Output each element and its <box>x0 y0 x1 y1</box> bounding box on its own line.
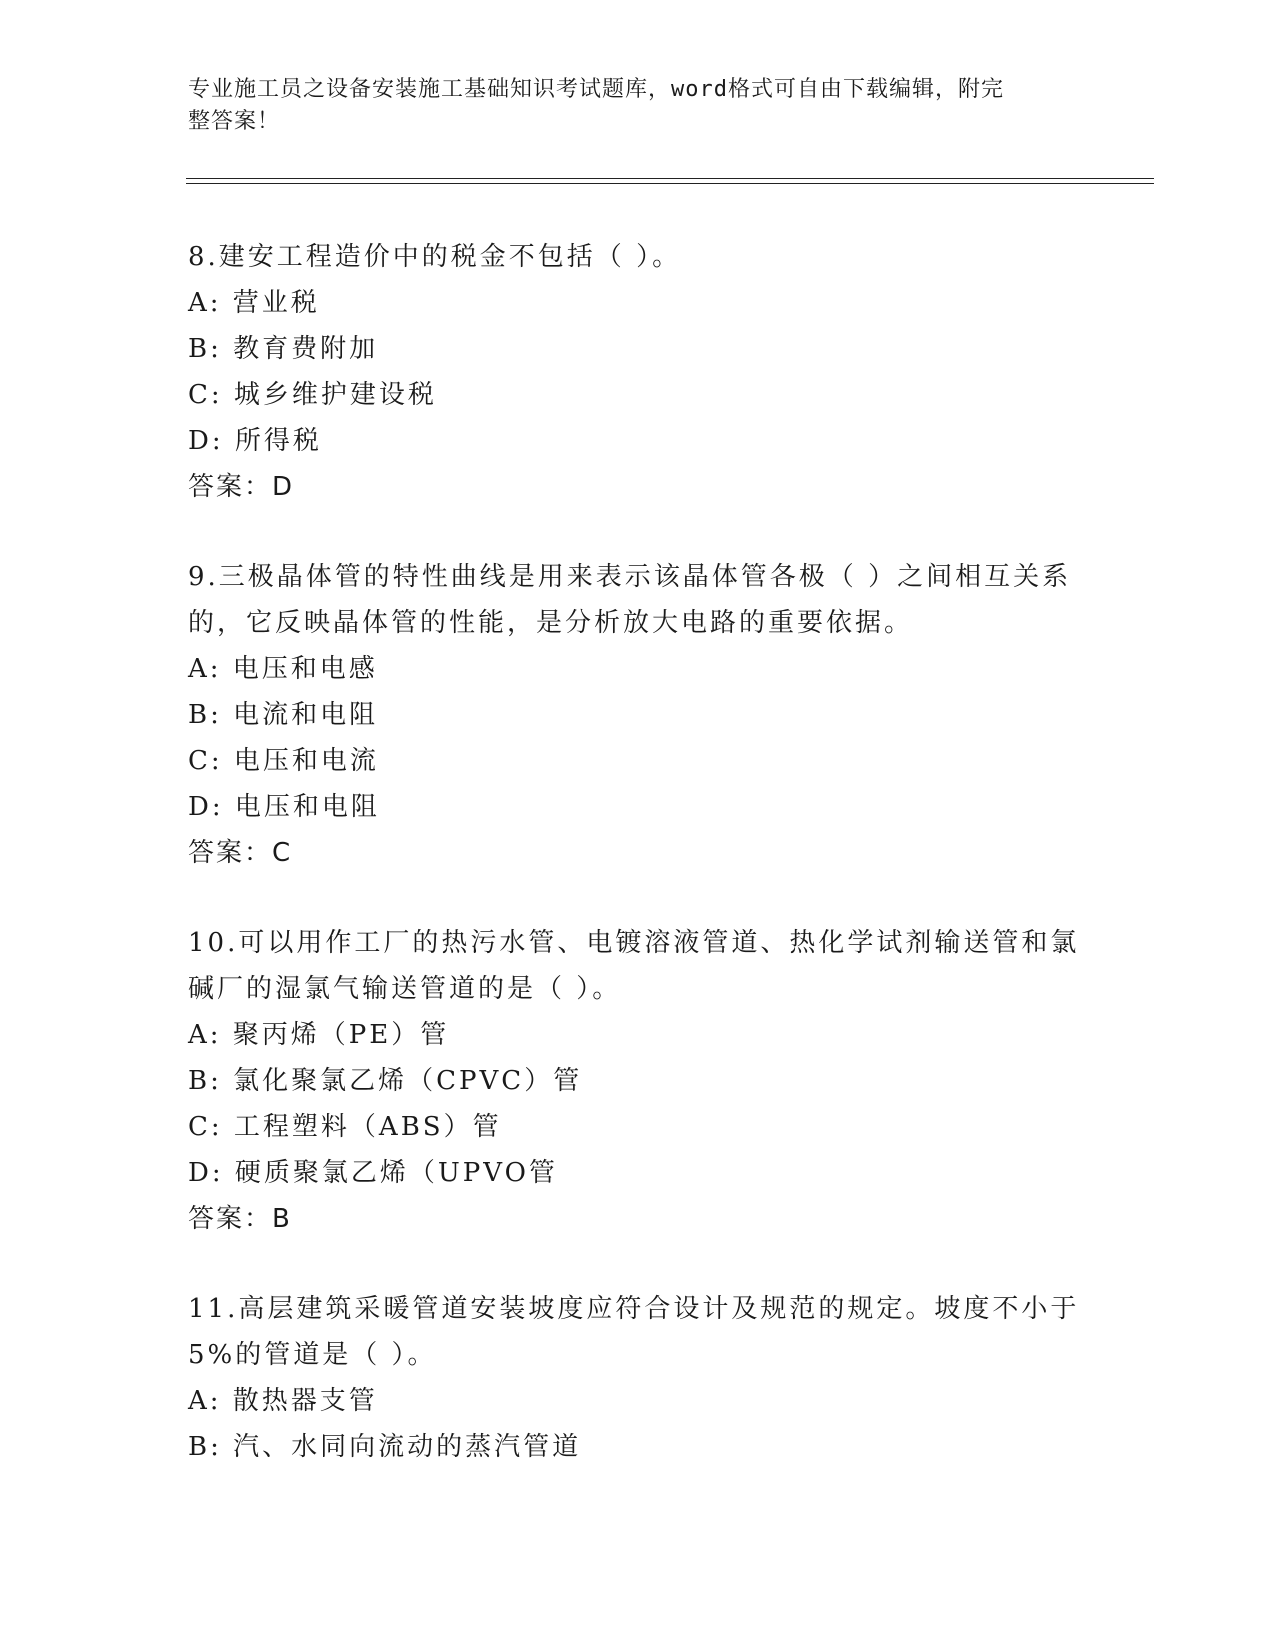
answer: 答案：D <box>188 472 295 502</box>
question-list <box>188 234 1088 1514</box>
answer: 答案：C <box>188 838 293 868</box>
option-c: C: 城乡维护建设税 <box>188 380 437 410</box>
option-d: D: 所得税 <box>188 426 322 456</box>
question-stem: 8.建安工程造价中的税金不包括（ ）。 <box>188 242 682 272</box>
header-line-1: 专业施工员之设备安装施工基础知识考试题库，word格式可自由下载编辑，附完 <box>188 77 1004 102</box>
question-stem: 11.高层建筑采暖管道安装坡度应符合设计及规范的规定。坡度不小于5%的管道是（ ）。 <box>188 1294 1080 1370</box>
document-header <box>188 74 1068 138</box>
option-a: A: 营业税 <box>188 288 320 318</box>
option-d: D: 硬质聚氯乙烯（UPVO管 <box>188 1158 558 1188</box>
header-line-2: 整答案！ <box>188 109 281 134</box>
option-b: B: 汽、水同向流动的蒸汽管道 <box>188 1432 582 1462</box>
question-8 <box>188 234 1088 510</box>
question-stem: 9.三极晶体管的特性曲线是用来表示该晶体管各极（ ）之间相互关系的，它反映晶体管的性能，是分析放大电路的重要依据。 <box>188 562 1072 638</box>
header-divider-top <box>186 178 1154 179</box>
option-a: A: 电压和电感 <box>188 654 378 684</box>
question-stem: 10.可以用作工厂的热污水管、电镀溶液管道、热化学试剂输送管和氯碱厂的湿氯气输送管道的是（ ）。 <box>188 928 1080 1004</box>
option-d: D: 电压和电阻 <box>188 792 380 822</box>
option-a: A: 散热器支管 <box>188 1386 378 1416</box>
answer: 答案：B <box>188 1204 292 1234</box>
question-11 <box>188 1286 1088 1470</box>
option-a: A: 聚丙烯（PE）管 <box>188 1020 450 1050</box>
header-divider-bottom <box>186 183 1154 184</box>
question-10 <box>188 920 1088 1242</box>
option-b: B: 教育费附加 <box>188 334 379 364</box>
question-9 <box>188 554 1088 876</box>
option-b: B: 氯化聚氯乙烯（CPVC）管 <box>188 1066 583 1096</box>
option-c: C: 电压和电流 <box>188 746 379 776</box>
option-b: B: 电流和电阻 <box>188 700 379 730</box>
option-c: C: 工程塑料（ABS）管 <box>188 1112 502 1142</box>
